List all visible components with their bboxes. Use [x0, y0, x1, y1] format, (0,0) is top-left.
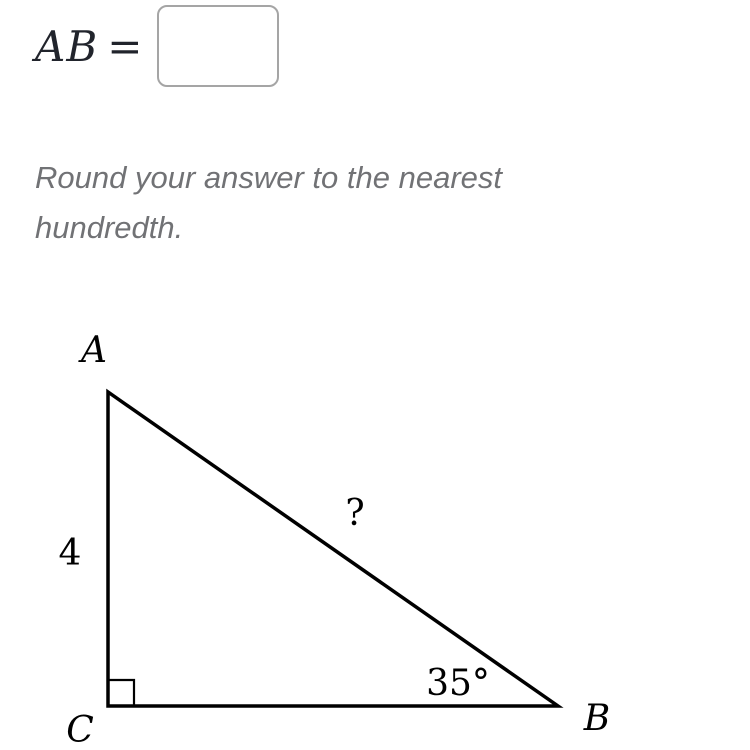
equation-variable: AB	[35, 21, 99, 71]
vertex-label-c: C	[66, 710, 94, 750]
side-ac-label: 4	[58, 533, 82, 574]
triangle-diagram	[0, 330, 750, 750]
angle-b-label: 35°	[426, 663, 490, 704]
vertex-label-b: B	[583, 698, 611, 739]
instruction-line-2: hundredth.	[35, 210, 184, 245]
vertex-label-a: A	[81, 330, 107, 371]
instruction-line-1: Round your answer to the nearest	[35, 160, 502, 195]
answer-input[interactable]	[157, 5, 279, 87]
equation-row	[35, 0, 279, 92]
instruction-text	[35, 153, 502, 253]
side-ab-label: ?	[345, 493, 365, 534]
triangle-outline	[108, 392, 558, 706]
equals-sign: =	[107, 21, 143, 71]
right-angle-marker	[108, 680, 134, 706]
